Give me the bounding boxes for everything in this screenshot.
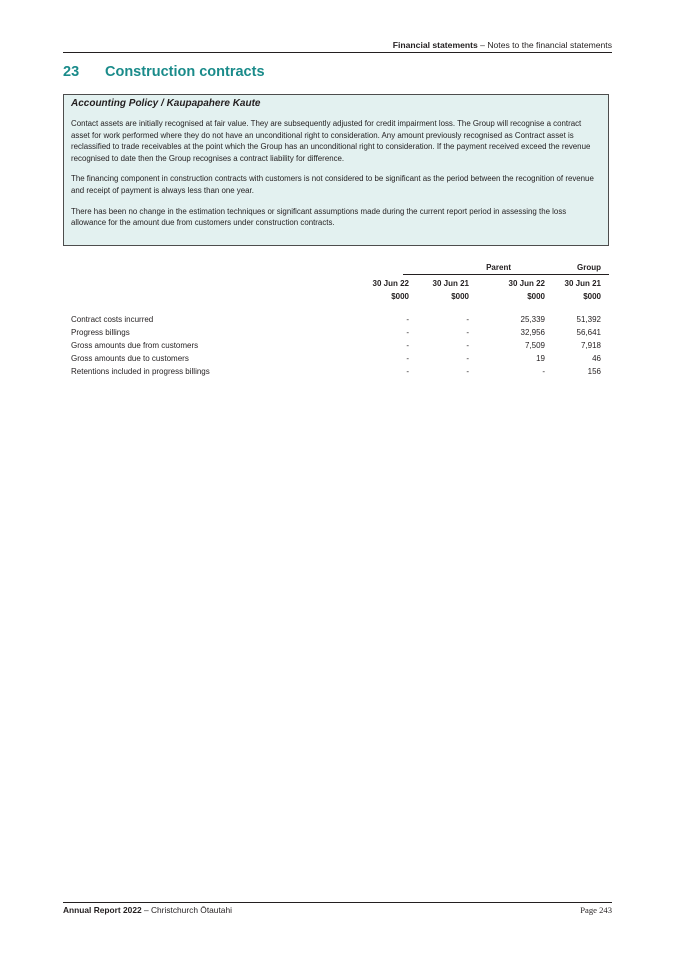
col-header-date: 30 Jun 21	[432, 279, 469, 288]
table-cell: -	[466, 315, 469, 324]
col-header-date: 30 Jun 22	[372, 279, 409, 288]
table-row-label: Gross amounts due from customers	[71, 341, 199, 350]
running-header-section: Financial statements	[392, 40, 478, 50]
running-header-subsection: – Notes to the financial statements	[477, 40, 612, 50]
table-cell: 25,339	[520, 315, 545, 324]
section-number: 23	[63, 64, 80, 80]
section-heading	[63, 64, 265, 80]
table-cell: 7,918	[580, 341, 601, 350]
policy-paragraph-2: The financing component in construction contracts with customers is not considered to be significant as the period between the recognition of revenue and receipt of payment is always less than one year.	[71, 174, 594, 195]
table-cell: 7,509	[524, 341, 545, 350]
policy-paragraph-3: There has been no change in the estimation techniques or significant assumptions made during the current report period in assessing the loss allowance for the amount due from customers under construction contracts.	[71, 206, 567, 228]
header-divider	[63, 52, 612, 53]
table-cell: -	[466, 328, 469, 337]
table-cell: 46	[592, 354, 601, 363]
section-title: Construction contracts	[105, 64, 265, 80]
table-row-label: Contract costs incurred	[71, 315, 154, 324]
table-cell: 19	[536, 354, 545, 363]
footer-report-title	[63, 905, 232, 915]
col-header-date: 30 Jun 22	[508, 279, 545, 288]
table-cell: -	[406, 328, 409, 337]
table-cell: -	[466, 341, 469, 350]
table-cell: 32,956	[520, 328, 545, 337]
table-cell: -	[466, 367, 469, 376]
group-header-parent: Parent	[486, 263, 511, 272]
policy-title: Accounting Policy / Kaupapahere Kaute	[71, 98, 261, 109]
table-cell: 156	[587, 367, 601, 376]
group-rule-parent	[403, 274, 511, 275]
table-cell: -	[466, 354, 469, 363]
accounting-policy-box	[63, 94, 609, 246]
table-cell: -	[406, 341, 409, 350]
col-header-date: 30 Jun 21	[564, 279, 601, 288]
col-header-unit: $000	[527, 292, 545, 301]
table-row-label: Gross amounts due to customers	[71, 354, 189, 363]
table-cell: -	[406, 315, 409, 324]
page-number: Page 243	[580, 905, 612, 915]
col-header-unit: $000	[583, 292, 601, 301]
table-cell: -	[542, 367, 545, 376]
group-header-group: Group	[577, 263, 601, 272]
footer-report-name: Annual Report 2022	[63, 905, 142, 915]
table-cell: 51,392	[576, 315, 601, 324]
footer-divider	[63, 902, 612, 903]
table-cell: 56,641	[576, 328, 601, 337]
table-cell: -	[406, 367, 409, 376]
footer-report-subtitle: – Christchurch Ōtautahi	[141, 905, 232, 915]
table-row-label: Progress billings	[71, 328, 130, 337]
policy-paragraph-1: Contact assets are initially recognised at fair value. They are subsequently adjusted for credit impairment loss. The Group will recognise a contract asset for work performed where they do not have an unconditional right to consideration. Any amount previously recognised as Contract asset is reclassified to trade receivables at the point which the Group has an unconditional right to consideration. If the payment received exceed the revenue recognised to date then the Group recognises a contract liability for difference.	[71, 119, 591, 163]
group-rule-group	[501, 274, 609, 275]
table-cell: -	[406, 354, 409, 363]
col-header-unit: $000	[451, 292, 469, 301]
col-header-unit: $000	[391, 292, 409, 301]
running-header	[63, 40, 612, 50]
table-row-label: Retentions included in progress billings	[71, 367, 210, 376]
